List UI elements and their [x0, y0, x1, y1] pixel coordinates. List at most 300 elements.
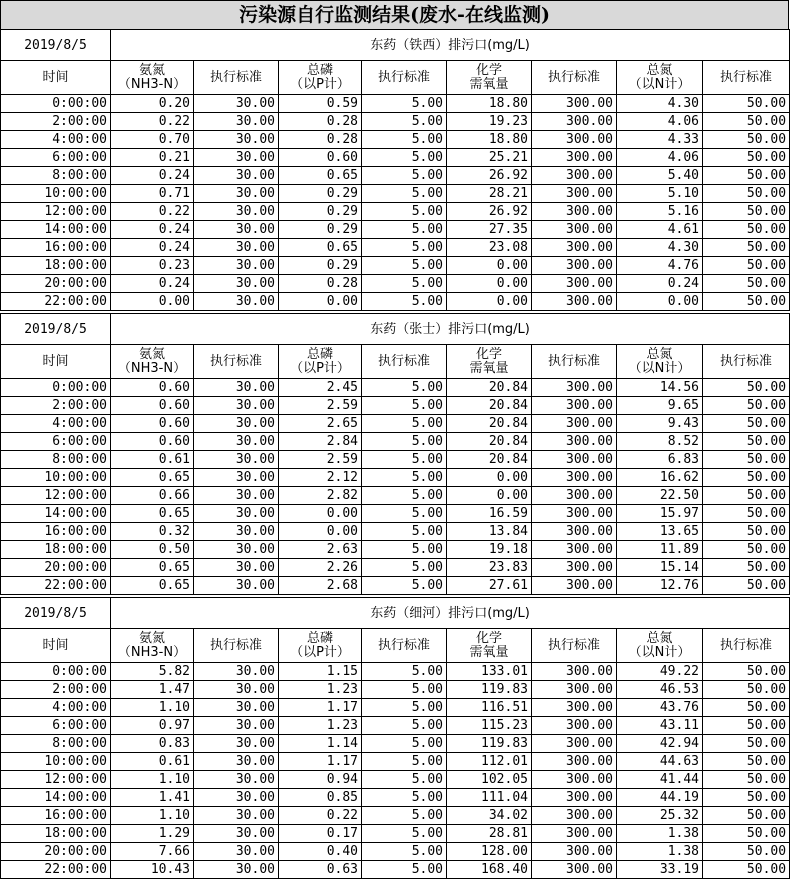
value-cell: 4.30: [617, 95, 703, 113]
column-header-line: 总氮: [646, 62, 673, 78]
value-cell: 5.00: [362, 469, 447, 487]
column-header-line: 化学: [475, 630, 502, 646]
table-row: [1, 95, 790, 113]
value-cell: 50.00: [703, 663, 790, 681]
value-cell: 50.00: [703, 167, 790, 185]
value-cell: 0.65: [111, 559, 194, 577]
value-cell: 5.00: [362, 523, 447, 541]
table-row: [1, 167, 790, 185]
time-cell: 20:00:00: [1, 843, 111, 861]
value-cell: 0.22: [111, 203, 194, 221]
value-cell: 0.70: [111, 131, 194, 149]
time-cell: 2:00:00: [1, 681, 111, 699]
value-cell: 30.00: [194, 559, 279, 577]
table-row: [1, 577, 790, 595]
outlet-name: 东药（张士）排污口(mg/L): [111, 314, 790, 345]
value-cell: 5.00: [362, 717, 447, 735]
table-row: [1, 131, 790, 149]
value-cell: 5.00: [362, 753, 447, 771]
value-cell: 5.00: [362, 397, 447, 415]
value-cell: 0.24: [111, 239, 194, 257]
table-row: [1, 113, 790, 131]
value-cell: 0.00: [279, 505, 362, 523]
value-cell: 22.50: [617, 487, 703, 505]
column-header-line: 执行标准: [377, 69, 430, 85]
column-header-line: 总氮: [646, 346, 673, 362]
value-cell: 19.18: [447, 541, 532, 559]
column-header-line: 执行标准: [720, 353, 773, 369]
value-cell: 50.00: [703, 275, 790, 293]
value-cell: 133.01: [447, 663, 532, 681]
column-header-line: 时间: [42, 637, 69, 653]
value-cell: 50.00: [703, 541, 790, 559]
table-row: [1, 681, 790, 699]
value-cell: 300.00: [532, 397, 617, 415]
value-cell: 300.00: [532, 149, 617, 167]
value-cell: 300.00: [532, 825, 617, 843]
time-cell: 16:00:00: [1, 807, 111, 825]
value-cell: 15.14: [617, 559, 703, 577]
table-row: [1, 203, 790, 221]
value-cell: 30.00: [194, 293, 279, 311]
value-cell: 5.00: [362, 293, 447, 311]
value-cell: 0.94: [279, 771, 362, 789]
section-date: 2019/8/5: [1, 598, 111, 629]
column-header-line: （以N计）: [628, 644, 691, 660]
value-cell: 5.00: [362, 789, 447, 807]
value-cell: 2.26: [279, 559, 362, 577]
value-cell: 30.00: [194, 681, 279, 699]
value-cell: 0.65: [111, 577, 194, 595]
value-cell: 0.85: [279, 789, 362, 807]
value-cell: 16.62: [617, 469, 703, 487]
value-cell: 112.01: [447, 753, 532, 771]
table-row: [1, 257, 790, 275]
column-header: [532, 345, 617, 379]
value-cell: 13.84: [447, 523, 532, 541]
time-cell: 2:00:00: [1, 113, 111, 131]
value-cell: 50.00: [703, 95, 790, 113]
time-cell: 22:00:00: [1, 861, 111, 879]
value-cell: 30.00: [194, 487, 279, 505]
value-cell: 0.17: [279, 825, 362, 843]
value-cell: 4.06: [617, 149, 703, 167]
time-cell: 0:00:00: [1, 663, 111, 681]
value-cell: 1.14: [279, 735, 362, 753]
time-cell: 6:00:00: [1, 717, 111, 735]
value-cell: 42.94: [617, 735, 703, 753]
value-cell: 5.00: [362, 825, 447, 843]
column-header-line: 总氮: [646, 630, 673, 646]
column-header: [447, 629, 532, 663]
value-cell: 0.66: [111, 487, 194, 505]
monitoring-table: [0, 29, 790, 311]
value-cell: 50.00: [703, 771, 790, 789]
value-cell: 44.19: [617, 789, 703, 807]
column-header-line: 执行标准: [377, 353, 430, 369]
column-header-line: 执行标准: [547, 637, 600, 653]
value-cell: 300.00: [532, 843, 617, 861]
column-header-line: （NH3-N）: [117, 360, 187, 376]
value-cell: 1.23: [279, 681, 362, 699]
value-cell: 300.00: [532, 487, 617, 505]
column-header-line: （以P计）: [290, 76, 350, 92]
column-header: [279, 629, 362, 663]
value-cell: 50.00: [703, 221, 790, 239]
value-cell: 50.00: [703, 753, 790, 771]
table-row: [1, 433, 790, 451]
table-row: [1, 221, 790, 239]
column-header: [447, 345, 532, 379]
value-cell: 300.00: [532, 167, 617, 185]
value-cell: 50.00: [703, 559, 790, 577]
value-cell: 300.00: [532, 95, 617, 113]
value-cell: 30.00: [194, 239, 279, 257]
value-cell: 30.00: [194, 113, 279, 131]
value-cell: 5.00: [362, 149, 447, 167]
table-row: [1, 663, 790, 681]
value-cell: 1.10: [111, 699, 194, 717]
value-cell: 30.00: [194, 735, 279, 753]
value-cell: 1.15: [279, 663, 362, 681]
value-cell: 50.00: [703, 451, 790, 469]
value-cell: 5.00: [362, 771, 447, 789]
value-cell: 0.00: [447, 487, 532, 505]
column-header-line: 总磷: [306, 346, 333, 362]
value-cell: 50.00: [703, 113, 790, 131]
column-header-line: 氨氮: [138, 630, 165, 646]
value-cell: 9.65: [617, 397, 703, 415]
value-cell: 10.43: [111, 861, 194, 879]
value-cell: 30.00: [194, 95, 279, 113]
value-cell: 13.65: [617, 523, 703, 541]
value-cell: 33.19: [617, 861, 703, 879]
value-cell: 5.00: [362, 221, 447, 239]
time-cell: 10:00:00: [1, 753, 111, 771]
value-cell: 30.00: [194, 221, 279, 239]
value-cell: 19.23: [447, 113, 532, 131]
value-cell: 27.35: [447, 221, 532, 239]
table-row: [1, 185, 790, 203]
value-cell: 5.00: [362, 505, 447, 523]
value-cell: 0.60: [111, 433, 194, 451]
value-cell: 5.00: [362, 681, 447, 699]
value-cell: 300.00: [532, 275, 617, 293]
value-cell: 300.00: [532, 239, 617, 257]
value-cell: 2.45: [279, 379, 362, 397]
table-row: [1, 541, 790, 559]
value-cell: 5.00: [362, 807, 447, 825]
value-cell: 300.00: [532, 505, 617, 523]
value-cell: 300.00: [532, 451, 617, 469]
value-cell: 50.00: [703, 681, 790, 699]
value-cell: 30.00: [194, 771, 279, 789]
value-cell: 300.00: [532, 699, 617, 717]
column-header-line: 执行标准: [377, 637, 430, 653]
value-cell: 0.50: [111, 541, 194, 559]
value-cell: 50.00: [703, 185, 790, 203]
value-cell: 0.61: [111, 451, 194, 469]
value-cell: 30.00: [194, 167, 279, 185]
value-cell: 25.21: [447, 149, 532, 167]
value-cell: 300.00: [532, 735, 617, 753]
value-cell: 27.61: [447, 577, 532, 595]
value-cell: 0.00: [447, 469, 532, 487]
value-cell: 50.00: [703, 433, 790, 451]
section-date: 2019/8/5: [1, 30, 111, 61]
column-header: [362, 61, 447, 95]
value-cell: 1.38: [617, 825, 703, 843]
value-cell: 102.05: [447, 771, 532, 789]
value-cell: 4.30: [617, 239, 703, 257]
column-header: [362, 629, 447, 663]
table-row: [1, 275, 790, 293]
value-cell: 18.80: [447, 95, 532, 113]
value-cell: 0.20: [111, 95, 194, 113]
value-cell: 28.21: [447, 185, 532, 203]
value-cell: 26.92: [447, 167, 532, 185]
value-cell: 0.40: [279, 843, 362, 861]
value-cell: 0.00: [111, 293, 194, 311]
value-cell: 0.28: [279, 113, 362, 131]
value-cell: 300.00: [532, 681, 617, 699]
value-cell: 300.00: [532, 663, 617, 681]
table-row: [1, 523, 790, 541]
value-cell: 5.00: [362, 735, 447, 753]
value-cell: 30.00: [194, 275, 279, 293]
value-cell: 0.60: [111, 397, 194, 415]
value-cell: 300.00: [532, 717, 617, 735]
value-cell: 30.00: [194, 807, 279, 825]
value-cell: 30.00: [194, 149, 279, 167]
value-cell: 20.84: [447, 397, 532, 415]
column-header: [362, 345, 447, 379]
column-header-line: 化学: [475, 62, 502, 78]
monitoring-table: [0, 597, 790, 879]
value-cell: 30.00: [194, 541, 279, 559]
column-header-line: （NH3-N）: [117, 644, 187, 660]
value-cell: 6.83: [617, 451, 703, 469]
value-cell: 30.00: [194, 577, 279, 595]
value-cell: 49.22: [617, 663, 703, 681]
value-cell: 30.00: [194, 185, 279, 203]
value-cell: 0.65: [279, 239, 362, 257]
value-cell: 30.00: [194, 663, 279, 681]
column-header-line: 执行标准: [209, 353, 262, 369]
column-header: [447, 61, 532, 95]
value-cell: 2.59: [279, 397, 362, 415]
value-cell: 50.00: [703, 717, 790, 735]
value-cell: 0.29: [279, 257, 362, 275]
monitoring-table: [0, 313, 790, 595]
table-row: [1, 239, 790, 257]
value-cell: 4.61: [617, 221, 703, 239]
table-row: [1, 771, 790, 789]
column-header: [532, 629, 617, 663]
value-cell: 50.00: [703, 505, 790, 523]
value-cell: 1.41: [111, 789, 194, 807]
time-cell: 6:00:00: [1, 149, 111, 167]
time-cell: 10:00:00: [1, 185, 111, 203]
column-header-line: 化学: [475, 346, 502, 362]
report-title: 污染源自行监测结果(废水-在线监测): [0, 0, 789, 30]
table-row: [1, 825, 790, 843]
value-cell: 50.00: [703, 397, 790, 415]
column-header-line: （以P计）: [290, 360, 350, 376]
value-cell: 5.00: [362, 559, 447, 577]
value-cell: 0.61: [111, 753, 194, 771]
time-cell: 18:00:00: [1, 541, 111, 559]
value-cell: 5.00: [362, 415, 447, 433]
value-cell: 14.56: [617, 379, 703, 397]
column-header-line: 时间: [42, 69, 69, 85]
column-header-line: 氨氮: [138, 62, 165, 78]
value-cell: 0.24: [111, 167, 194, 185]
value-cell: 4.76: [617, 257, 703, 275]
value-cell: 119.83: [447, 681, 532, 699]
value-cell: 0.00: [279, 523, 362, 541]
table-row: [1, 149, 790, 167]
column-header: [111, 345, 194, 379]
value-cell: 5.00: [362, 185, 447, 203]
time-cell: 20:00:00: [1, 275, 111, 293]
value-cell: 4.06: [617, 113, 703, 131]
time-cell: 8:00:00: [1, 451, 111, 469]
value-cell: 5.00: [362, 843, 447, 861]
value-cell: 300.00: [532, 771, 617, 789]
value-cell: 20.84: [447, 451, 532, 469]
value-cell: 30.00: [194, 379, 279, 397]
value-cell: 300.00: [532, 293, 617, 311]
value-cell: 300.00: [532, 257, 617, 275]
value-cell: 20.84: [447, 415, 532, 433]
time-cell: 14:00:00: [1, 505, 111, 523]
value-cell: 41.44: [617, 771, 703, 789]
column-header: [703, 629, 790, 663]
table-row: [1, 397, 790, 415]
column-header: [1, 345, 111, 379]
value-cell: 0.00: [447, 293, 532, 311]
time-cell: 12:00:00: [1, 203, 111, 221]
column-header-line: 需氧量: [469, 360, 509, 376]
value-cell: 0.71: [111, 185, 194, 203]
value-cell: 0.22: [111, 113, 194, 131]
value-cell: 5.10: [617, 185, 703, 203]
column-header: [279, 345, 362, 379]
value-cell: 50.00: [703, 843, 790, 861]
value-cell: 0.65: [111, 505, 194, 523]
value-cell: 0.60: [111, 379, 194, 397]
value-cell: 30.00: [194, 843, 279, 861]
time-cell: 2:00:00: [1, 397, 111, 415]
value-cell: 5.00: [362, 167, 447, 185]
time-cell: 16:00:00: [1, 523, 111, 541]
value-cell: 2.68: [279, 577, 362, 595]
value-cell: 50.00: [703, 469, 790, 487]
value-cell: 0.32: [111, 523, 194, 541]
value-cell: 30.00: [194, 505, 279, 523]
outlet-name: 东药（细河）排污口(mg/L): [111, 598, 790, 629]
value-cell: 300.00: [532, 469, 617, 487]
value-cell: 50.00: [703, 131, 790, 149]
value-cell: 0.65: [279, 167, 362, 185]
table-row: [1, 505, 790, 523]
value-cell: 128.00: [447, 843, 532, 861]
table-row: [1, 753, 790, 771]
value-cell: 30.00: [194, 523, 279, 541]
value-cell: 0.22: [279, 807, 362, 825]
value-cell: 0.28: [279, 275, 362, 293]
column-header: [703, 61, 790, 95]
value-cell: 23.83: [447, 559, 532, 577]
value-cell: 5.00: [362, 451, 447, 469]
value-cell: 50.00: [703, 699, 790, 717]
value-cell: 30.00: [194, 717, 279, 735]
value-cell: 30.00: [194, 451, 279, 469]
value-cell: 5.00: [362, 541, 447, 559]
column-header-line: 执行标准: [720, 69, 773, 85]
value-cell: 46.53: [617, 681, 703, 699]
value-cell: 23.08: [447, 239, 532, 257]
value-cell: 5.00: [362, 203, 447, 221]
value-cell: 0.24: [617, 275, 703, 293]
value-cell: 5.16: [617, 203, 703, 221]
column-header-line: 执行标准: [547, 69, 600, 85]
value-cell: 1.17: [279, 753, 362, 771]
column-header-line: 执行标准: [209, 637, 262, 653]
time-cell: 0:00:00: [1, 95, 111, 113]
value-cell: 50.00: [703, 379, 790, 397]
value-cell: 50.00: [703, 487, 790, 505]
value-cell: 0.00: [617, 293, 703, 311]
value-cell: 300.00: [532, 203, 617, 221]
value-cell: 4.33: [617, 131, 703, 149]
value-cell: 300.00: [532, 577, 617, 595]
value-cell: 50.00: [703, 807, 790, 825]
value-cell: 2.65: [279, 415, 362, 433]
column-header: [617, 61, 703, 95]
value-cell: 0.63: [279, 861, 362, 879]
value-cell: 1.47: [111, 681, 194, 699]
column-header: [617, 345, 703, 379]
value-cell: 5.00: [362, 433, 447, 451]
value-cell: 2.82: [279, 487, 362, 505]
value-cell: 25.32: [617, 807, 703, 825]
time-cell: 4:00:00: [1, 415, 111, 433]
table-row: [1, 717, 790, 735]
value-cell: 50.00: [703, 735, 790, 753]
value-cell: 30.00: [194, 699, 279, 717]
value-cell: 5.40: [617, 167, 703, 185]
value-cell: 50.00: [703, 257, 790, 275]
time-cell: 4:00:00: [1, 699, 111, 717]
value-cell: 1.10: [111, 807, 194, 825]
time-cell: 14:00:00: [1, 221, 111, 239]
time-cell: 14:00:00: [1, 789, 111, 807]
column-header: [617, 629, 703, 663]
value-cell: 44.63: [617, 753, 703, 771]
time-cell: 10:00:00: [1, 469, 111, 487]
value-cell: 50.00: [703, 789, 790, 807]
value-cell: 34.02: [447, 807, 532, 825]
column-header-line: 执行标准: [547, 353, 600, 369]
value-cell: 28.81: [447, 825, 532, 843]
value-cell: 1.17: [279, 699, 362, 717]
value-cell: 30.00: [194, 203, 279, 221]
value-cell: 300.00: [532, 753, 617, 771]
value-cell: 30.00: [194, 789, 279, 807]
time-cell: 16:00:00: [1, 239, 111, 257]
